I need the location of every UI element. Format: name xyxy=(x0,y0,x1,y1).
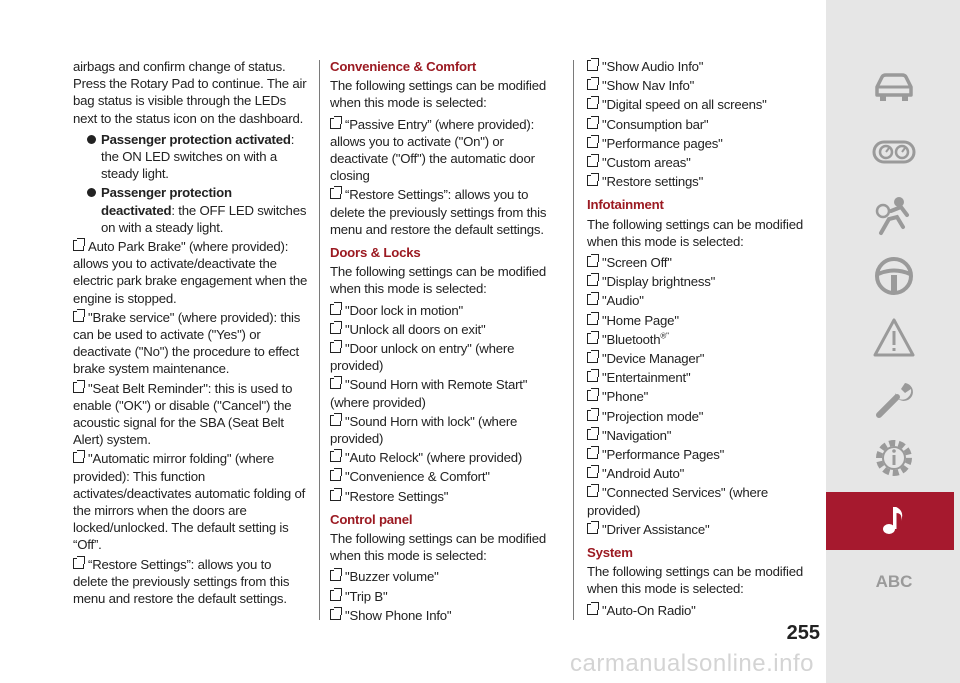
checkbox-bullet-icon xyxy=(587,137,598,148)
checkbox-bullet-icon xyxy=(587,118,598,129)
list-item xyxy=(587,58,813,75)
list-item-text: "Performance Pages" xyxy=(602,447,725,463)
list-item-text: "Screen Off" xyxy=(602,255,672,271)
checkbox-bullet-icon xyxy=(73,311,84,322)
section-intro: The following settings can be modified when this mode is selected: xyxy=(330,78,546,111)
list-item xyxy=(330,186,556,238)
list-item xyxy=(587,173,813,190)
list-item xyxy=(330,568,556,585)
checkbox-bullet-icon xyxy=(587,390,598,401)
checkbox-bullet-icon xyxy=(330,590,341,601)
list-item xyxy=(587,312,813,329)
checkbox-bullet-icon xyxy=(587,371,598,382)
checkbox-bullet-icon xyxy=(587,175,598,186)
checkbox-bullet-icon xyxy=(330,470,341,481)
checkbox-bullet-icon xyxy=(330,451,341,462)
checkbox-bullet-icon xyxy=(587,256,598,267)
list-item xyxy=(73,238,309,307)
list-item xyxy=(587,369,813,386)
list-item-text: "Show Audio Info" xyxy=(602,59,704,74)
checkbox-bullet-icon xyxy=(587,467,598,478)
list-item xyxy=(330,376,556,410)
bullet-item xyxy=(101,131,309,183)
checkbox-bullet-icon xyxy=(587,156,598,167)
list-item-text: "Home Page" xyxy=(602,312,679,328)
checkbox-bullet-icon xyxy=(587,448,598,459)
checkbox-bullet-icon xyxy=(330,342,341,353)
list-item-text: "Brake service" (where provided): this can be used to activate ("Yes") or deactivate ("No") the procedure to effect brake system maintenance. xyxy=(73,309,301,377)
list-item xyxy=(587,292,813,309)
list-item xyxy=(587,446,813,463)
dashboard-gauges-icon[interactable] xyxy=(856,124,932,180)
list-item xyxy=(330,413,556,447)
list-item-text: "Trip B" xyxy=(345,588,388,604)
list-item-text: “Restore Settings”: allows you to delete the previously settings from this menu and restore the default settings. xyxy=(330,187,547,237)
checkbox-bullet-icon xyxy=(73,452,84,463)
section-intro: The following settings can be modified when this mode is selected: xyxy=(330,531,546,564)
checkbox-bullet-icon xyxy=(330,118,341,129)
list-item xyxy=(330,607,556,624)
list-item xyxy=(587,116,813,133)
list-item xyxy=(73,309,309,378)
list-item xyxy=(330,488,556,505)
intro-paragraph: airbags and confirm change of status. Press the Rotary Pad to continue. The air bag status is visible through the LEDs next to the status icon on the dashboard. xyxy=(73,59,307,126)
list-item-text: Auto Park Brake" (where provided): allows you to activate/deactivate the electric park brake engagement when the engine is stopped. xyxy=(73,239,308,306)
checkbox-bullet-icon xyxy=(330,378,341,389)
list-item-text: "Auto-On Radio" xyxy=(602,602,696,618)
column-divider xyxy=(319,60,320,620)
list-item xyxy=(330,588,556,605)
list-item xyxy=(330,302,556,319)
section-intro: The following settings can be modified when this mode is selected: xyxy=(330,264,546,297)
list-item xyxy=(73,450,309,553)
list-item-text: "Restore Settings" xyxy=(345,488,449,504)
list-item-text: "Auto Relock" (where provided) xyxy=(345,450,523,466)
page-number: 255 xyxy=(786,622,820,644)
column-1 xyxy=(73,58,309,609)
list-item xyxy=(587,521,813,538)
list-item-text: "Entertainment" xyxy=(602,370,691,386)
bullet-dot-icon xyxy=(87,188,96,197)
list-item-text: "Unlock all doors on exit" xyxy=(345,321,486,337)
registered-mark: ®" xyxy=(660,331,669,341)
section-heading: Doors & Locks xyxy=(330,245,421,261)
section-heading: Convenience & Comfort xyxy=(330,59,477,74)
list-item xyxy=(330,340,556,374)
checkbox-bullet-icon xyxy=(587,604,598,615)
section-heading: Infotainment xyxy=(587,197,664,213)
bullet-title: Passenger protection deactivated xyxy=(101,185,232,218)
bullet-dot-icon xyxy=(87,135,96,144)
list-item xyxy=(587,350,813,367)
list-item xyxy=(73,380,309,449)
list-item-text: "Door unlock on entry" (where provided) xyxy=(330,341,515,374)
list-item-text: "Device Manager" xyxy=(602,351,705,367)
music-note-icon[interactable] xyxy=(856,492,932,548)
checkbox-bullet-icon xyxy=(587,314,598,325)
chapter-sidebar xyxy=(826,0,960,683)
list-item xyxy=(330,321,556,338)
list-item-text: "Custom areas" xyxy=(602,155,691,171)
list-item-text: "Convenience & Comfort" xyxy=(345,469,490,485)
list-item-text: “Passive Entry” (where provided): allows you to activate ("On") or deactivate ("Off") the automatic door closing xyxy=(330,116,535,184)
gear-info-icon[interactable] xyxy=(856,430,932,486)
checkbox-bullet-icon xyxy=(330,570,341,581)
column-divider xyxy=(573,60,574,620)
list-item-text: "Connected Services" (where provided) xyxy=(587,485,768,518)
checkbox-bullet-icon xyxy=(587,523,598,534)
airbag-person-icon[interactable] xyxy=(856,188,932,244)
list-item-text: "Restore settings" xyxy=(602,174,704,190)
checkbox-bullet-icon xyxy=(587,60,598,71)
list-item xyxy=(587,254,813,271)
list-item xyxy=(587,408,813,425)
bullet-item xyxy=(101,184,309,236)
car-icon[interactable] xyxy=(856,60,932,116)
checkbox-bullet-icon xyxy=(587,294,598,305)
checkbox-bullet-icon xyxy=(330,609,341,620)
list-item-text: "Digital speed on all screens" xyxy=(602,97,767,113)
bullet-title: Passenger protection activated xyxy=(101,131,291,147)
list-item-text: "Door lock in motion" xyxy=(345,302,464,318)
checkbox-bullet-icon xyxy=(587,429,598,440)
column-2 xyxy=(330,58,556,626)
list-item xyxy=(587,484,813,518)
checkbox-bullet-icon xyxy=(73,382,84,393)
checkbox-bullet-icon xyxy=(330,323,341,334)
list-item-text: "Projection mode" xyxy=(602,408,704,424)
section-heading: Control panel xyxy=(330,511,413,527)
list-item-text: "Buzzer volume" xyxy=(345,569,439,585)
checkbox-bullet-icon xyxy=(587,410,598,421)
abc-index-label[interactable]: ABC xyxy=(875,572,913,591)
checkbox-bullet-icon xyxy=(587,79,598,90)
checkbox-bullet-icon xyxy=(330,188,341,199)
list-item xyxy=(587,96,813,113)
list-item-text: "Seat Belt Reminder": this is used to enable ("OK") or disable ("Cancel") the acoustic signal for the SBA (Seat Belt Alert) system. xyxy=(73,380,293,448)
list-item xyxy=(330,116,556,185)
list-item-text: "Automatic mirror folding" (where provided): This function activates/deactivates automatic folding of the mirrors when the doors are locked/unlocked. The default setting is “Off”. xyxy=(73,451,306,553)
list-item xyxy=(587,154,813,171)
checkbox-bullet-icon xyxy=(73,558,84,569)
list-item xyxy=(330,468,556,485)
bullet-text: : the ON LED switches on with a steady light. xyxy=(101,131,295,182)
wrench-icon[interactable] xyxy=(856,370,932,426)
warning-triangle-icon[interactable] xyxy=(856,310,932,366)
list-item-text: "Navigation" xyxy=(602,427,672,443)
list-item xyxy=(587,273,813,290)
list-item-text: "Consumption bar" xyxy=(602,116,709,132)
list-item xyxy=(73,556,309,608)
checkbox-bullet-icon xyxy=(73,240,84,251)
section-intro: The following settings can be modified when this mode is selected: xyxy=(587,564,803,597)
list-item-text: "Phone" xyxy=(602,389,649,405)
list-item-text: "Sound Horn with Remote Start" (where provided) xyxy=(330,377,528,410)
column-3 xyxy=(587,58,813,621)
list-item-text: "Bluetooth xyxy=(602,331,661,347)
list-item xyxy=(587,427,813,444)
section-intro: The following settings can be modified when this mode is selected: xyxy=(587,216,803,249)
checkbox-bullet-icon xyxy=(587,352,598,363)
list-item-text: "Sound Horn with lock" (where provided) xyxy=(330,413,518,447)
list-item xyxy=(587,602,813,619)
checkbox-bullet-icon xyxy=(330,490,341,501)
bullet-text: : the OFF LED switches on with a steady light. xyxy=(101,202,307,235)
list-item-text: "Show Phone Info" xyxy=(345,607,452,623)
checkbox-bullet-icon xyxy=(587,98,598,109)
steering-wheel-icon[interactable] xyxy=(856,248,932,304)
list-item xyxy=(587,388,813,405)
list-item-text: "Display brightness" xyxy=(602,274,716,290)
list-item xyxy=(330,449,556,466)
watermark: carmanualsonline.info xyxy=(570,650,814,677)
section-heading: System xyxy=(587,545,633,561)
list-item xyxy=(587,465,813,482)
checkbox-bullet-icon xyxy=(330,415,341,426)
list-item-text: "Audio" xyxy=(602,293,644,309)
list-item-text: "Android Auto" xyxy=(602,466,685,482)
list-item-text: "Show Nav Info" xyxy=(602,78,695,94)
list-item xyxy=(587,331,813,348)
checkbox-bullet-icon xyxy=(587,333,598,344)
list-item xyxy=(587,77,813,94)
list-item-text: "Driver Assistance" xyxy=(602,521,710,537)
list-item-text: “Restore Settings”: allows you to delete the previously settings from this menu and restore the default settings. xyxy=(73,556,290,607)
list-item xyxy=(587,135,813,152)
checkbox-bullet-icon xyxy=(330,304,341,315)
list-item-text: "Performance pages" xyxy=(602,135,723,151)
checkbox-bullet-icon xyxy=(587,275,598,286)
checkbox-bullet-icon xyxy=(587,486,598,497)
